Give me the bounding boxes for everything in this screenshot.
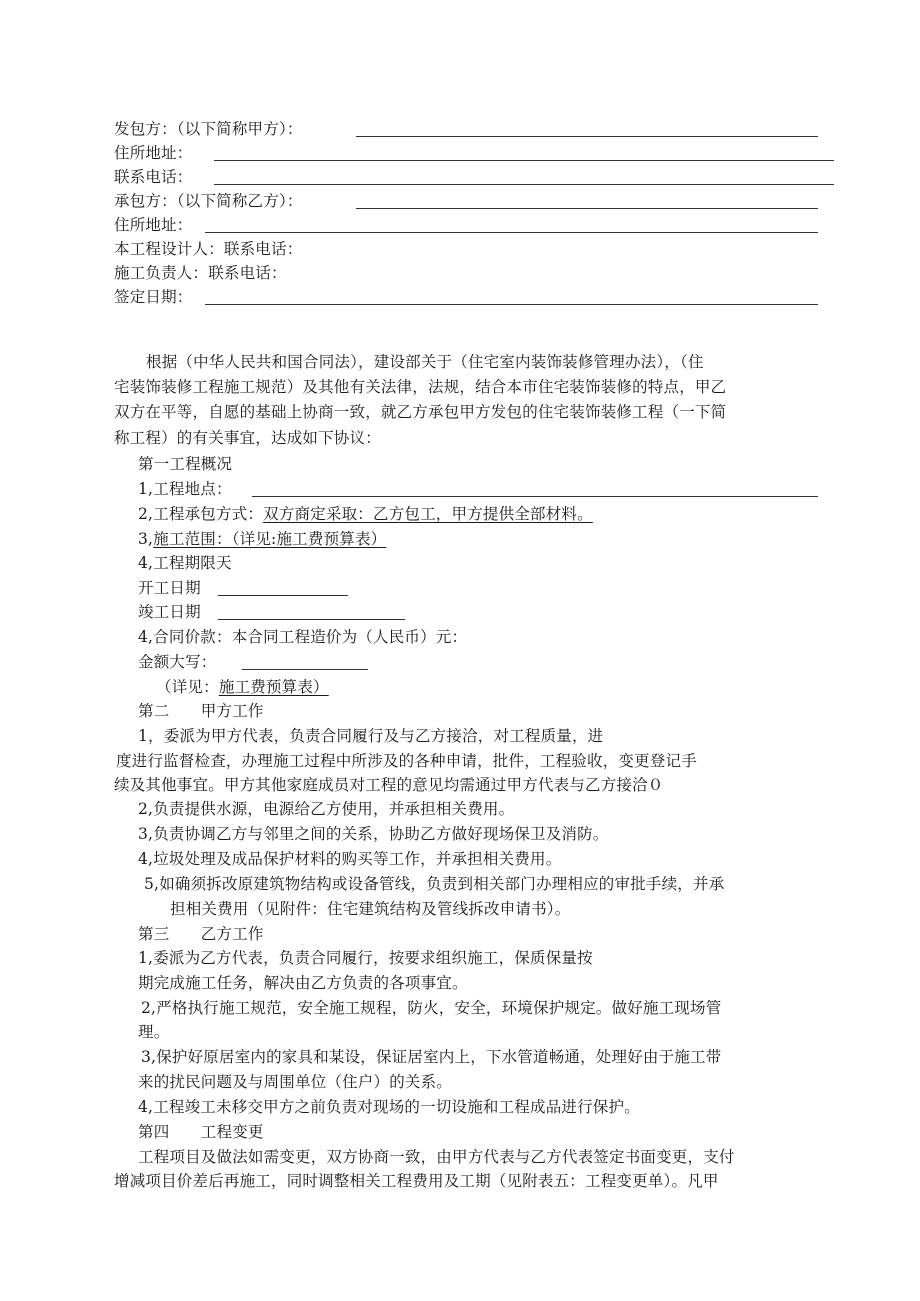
site-manager-label: 施工负责人：联系电话： bbox=[114, 264, 287, 282]
see-budget-link[interactable]: 施工费预算表） bbox=[218, 678, 329, 696]
scope-label: 施工范围：（详见: bbox=[153, 530, 277, 548]
section2-line: 续及其他事宜。甲方其他家庭成员对工程的意见均需通过甲方代表与乙方接洽０ bbox=[114, 776, 664, 794]
intro-line: 双方在平等，自愿的基础上协商一致，就乙方承包甲方发包的住宅装饰装修工程（一下简 bbox=[114, 403, 727, 421]
intro-line: 根据（中华人民共和国合同法），建设部关于（住宅室内装饰装修管理办法），（住 bbox=[146, 353, 704, 371]
section1-title: 第一工程概况 bbox=[138, 455, 233, 473]
contractor-address-blank bbox=[205, 232, 818, 233]
section2-line: 4,垃圾处理及成品保护材料的购买等工作，并承担相关费用。 bbox=[138, 850, 562, 868]
end-date-label: 竣工日期 bbox=[138, 603, 201, 621]
section3-line: 3,保护好原居室内的家具和某设，保证居室内上，下水管道畅通，处理好由于施工带 bbox=[141, 1048, 722, 1066]
see-prefix: （详见： bbox=[156, 678, 219, 696]
section2-title: 第二 甲方工作 bbox=[138, 702, 264, 720]
section2-line: 3,负责协调乙方与邻里之间的关系，协助乙方做好现场保卫及消防。 bbox=[138, 825, 609, 843]
end-date-blank bbox=[218, 619, 405, 620]
section2-line: 1，委派为甲方代表，负责合同履行及与乙方接洽，对工程质量，进 bbox=[138, 727, 604, 745]
start-date-blank bbox=[218, 595, 348, 596]
section2-line: 担相关费用（见附件：住宅建筑结构及管线拆改申请书）。 bbox=[170, 900, 571, 918]
contractor-label: 承包方：（以下简称乙方）： bbox=[114, 192, 303, 210]
sign-date-blank bbox=[205, 304, 818, 305]
section3-line: 理。 bbox=[138, 1023, 170, 1041]
employer-phone-label: 联系电话： bbox=[114, 168, 193, 186]
employer-blank bbox=[356, 136, 818, 137]
intro-line: 宅装饰装修工程施工规范）及其他有关法律，法规，结合本市住宅装饰装修的特点，甲乙 bbox=[114, 378, 727, 396]
method-line bbox=[138, 502, 593, 526]
start-date-label: 开工日期 bbox=[138, 579, 201, 597]
section3-line: 1,委派为乙方代表，负责合同履行，按要求组织施工，保质保量按 bbox=[138, 949, 593, 967]
section3-line: 4,工程竣工未移交甲方之前负责对现场的一切设施和工程成品进行保护。 bbox=[138, 1098, 640, 1116]
section4-title: 第四 工程变更 bbox=[138, 1123, 264, 1141]
section4-line: 工程项目及做法如需变更，双方协商一致，由甲方代表与乙方代表签定书面变更，支付 bbox=[138, 1148, 735, 1166]
designer-label: 本工程设计人：联系电话： bbox=[114, 240, 303, 258]
section2-line: 5,如确须拆改原建筑物结构或设备管线，负责到相关部门办理相应的审批手续，并承 bbox=[144, 875, 725, 893]
section3-line: 2,严格执行施工规范，安全施工规程，防火，安全，环境保护规定。做好施工现场管 bbox=[141, 999, 722, 1017]
section3-title: 第三 乙方工作 bbox=[138, 925, 264, 943]
location-blank bbox=[252, 496, 818, 497]
see-budget-line bbox=[156, 675, 329, 699]
employer-address-blank bbox=[214, 160, 834, 161]
section4-line: 增减项目价差后再施工，同时调整相关工程费用及工期（见附表五：工程变更单）。凡甲 bbox=[114, 1172, 719, 1190]
employer-phone-blank bbox=[214, 184, 834, 185]
sign-date-label: 签定日期： bbox=[114, 288, 193, 306]
location-label: 1,工程地点： bbox=[138, 480, 232, 498]
duration-line: 4,工程期限天 bbox=[138, 554, 232, 572]
contractor-address-label: 住所地址： bbox=[114, 216, 193, 234]
scope-prefix: 3, bbox=[138, 530, 154, 548]
method-label: 2,工程承包方式： bbox=[138, 505, 264, 523]
price-line: 4,合同价款：本合同工程造价为（人民币）元： bbox=[138, 628, 468, 646]
section3-line: 来的扰民问题及与周围单位（住户）的关系。 bbox=[138, 1073, 453, 1091]
scope-line bbox=[138, 527, 386, 551]
amount-words-label: 金额大写： bbox=[138, 653, 217, 671]
section2-line: 2,负责提供水源，电源给乙方使用，并承担相关费用。 bbox=[138, 800, 515, 818]
method-value: 双方商定采取：乙方包工，甲方提供全部材料。 bbox=[263, 505, 593, 523]
scope-link[interactable]: 施工费预算表） bbox=[276, 530, 387, 548]
amount-words-blank bbox=[242, 669, 368, 670]
section2-line: 度进行监督检查，办理施工过程中所涉及的各种申请，批件，工程验收，变更登记手 bbox=[116, 752, 697, 770]
section3-line: 期完成施工任务，解决由乙方负责的各项事宜。 bbox=[138, 974, 468, 992]
contractor-blank bbox=[356, 208, 818, 209]
intro-line: 称工程）的有关事宜，达成如下协议： bbox=[114, 429, 381, 447]
employer-label: 发包方：（以下简称甲方）： bbox=[114, 120, 303, 138]
employer-address-label: 住所地址： bbox=[114, 144, 193, 162]
